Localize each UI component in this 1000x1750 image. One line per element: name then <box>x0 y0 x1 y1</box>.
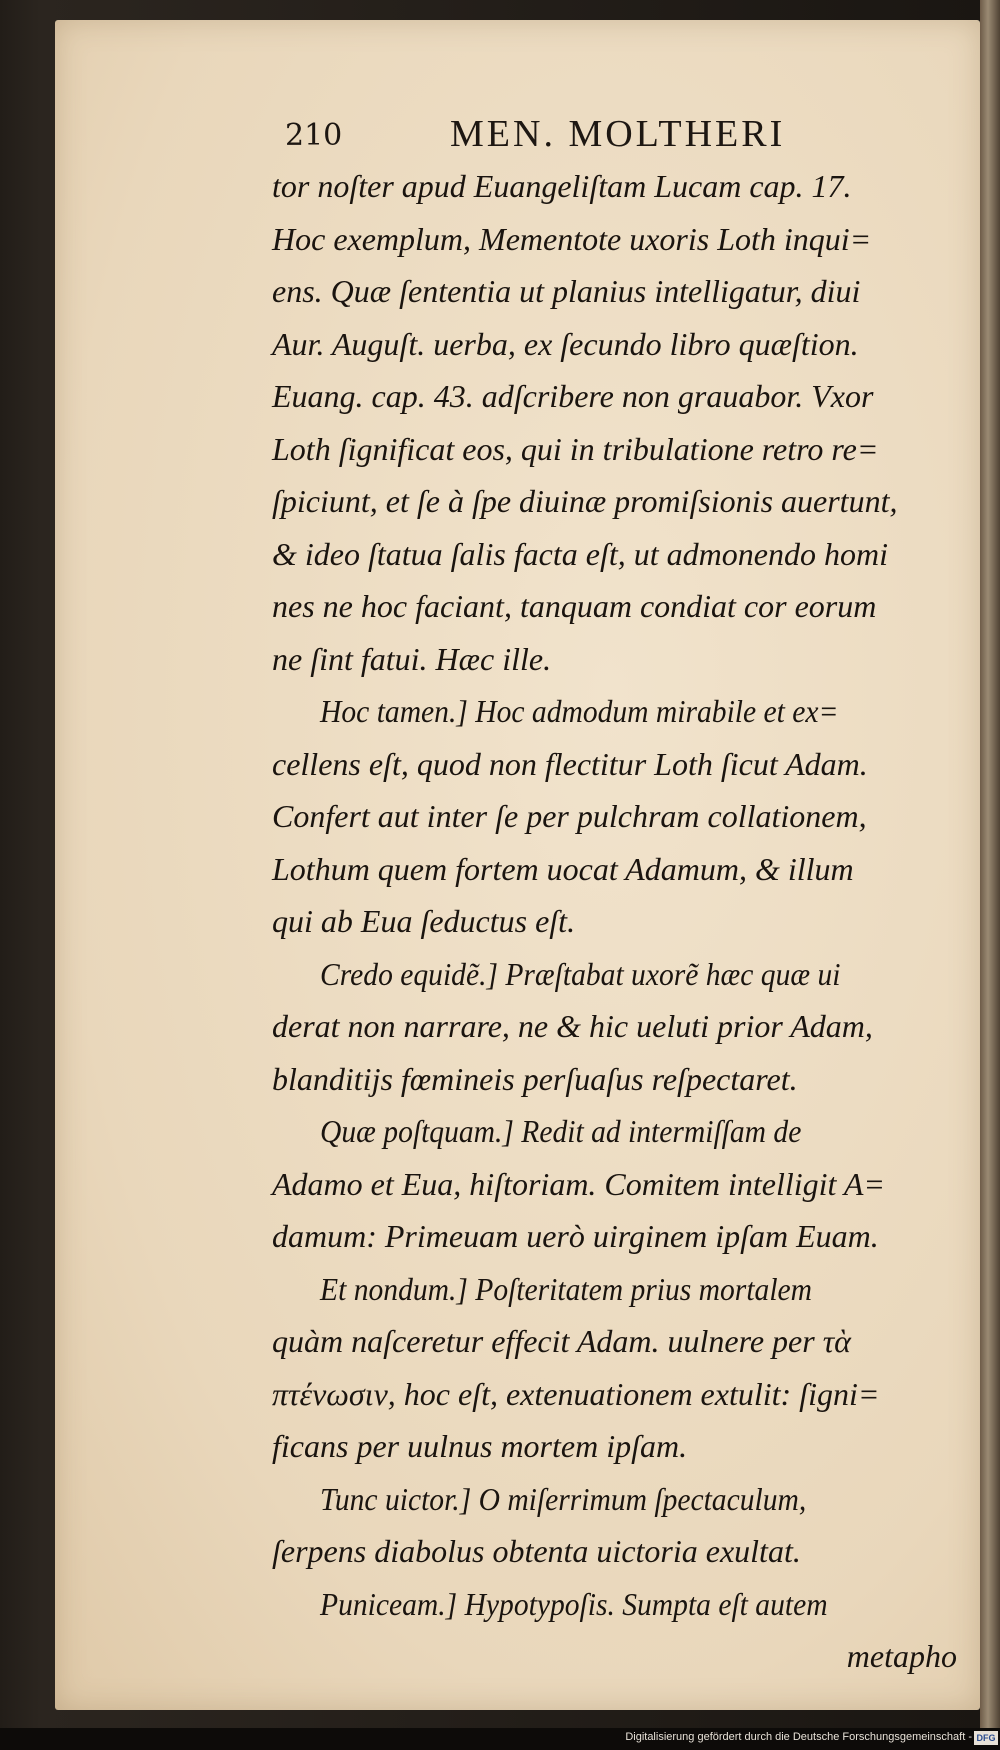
text-line: Euang. cap. 43. adſcribere non grauabor. Vxor <box>272 378 874 414</box>
text-line: nes ne hoc faciant, tanquam condiat cor eorum <box>272 588 877 624</box>
page-number: 210 <box>285 118 343 153</box>
text-line: Quæ poſtquam.] Redit ad intermiſſam de <box>320 1113 802 1149</box>
book-edge <box>980 0 1000 1750</box>
text-line: Credo equidẽ.] Præſtabat uxorẽ hæc quæ ui <box>320 955 841 992</box>
text-line: derat non narrare, ne & hic ueluti prior Adam, <box>272 1008 873 1044</box>
text-line: ſpiciunt, et ſe à ſpe diuinæ promiſsionis auertunt, <box>272 483 898 519</box>
text-line: Et nondum.] Poſteritatem prius mortalem <box>320 1270 813 1307</box>
text-line: & ideo ſtatua ſalis facta eſt, ut admonendo homi <box>272 535 888 572</box>
running-head: MEN. MOLTHERI <box>450 113 786 155</box>
text-line: tor noſter apud Euangeliſtam Lucam cap. 17. <box>272 168 852 204</box>
text-line: Hoc tamen.] Hoc admodum mirabile et ex= <box>320 693 839 729</box>
text-line: quàm naſceretur effecit Adam. uulnere per τὰ <box>272 1323 851 1359</box>
text-line: Hoc exemplum, Mementote uxoris Loth inqui= <box>272 220 872 257</box>
page-header <box>285 112 845 162</box>
text-line: ens. Quæ ſententia ut planius intelligatur, diui <box>272 273 861 309</box>
text-line: Confert aut inter ſe per pulchram collationem, <box>272 798 867 834</box>
dfg-logo-icon: DFG <box>974 1731 998 1745</box>
commentary-text <box>272 160 957 1683</box>
text-line: ſerpens diabolus obtenta uictoria exultat. <box>272 1533 801 1569</box>
text-line: metapho <box>846 1638 957 1674</box>
text-line: Tunc uictor.] O miſerrimum ſpectaculum, <box>320 1480 807 1517</box>
text-line: qui ab Eua ſeductus eſt. <box>272 903 576 939</box>
text-line: Lothum quem fortem uocat Adamum, & illum <box>272 850 854 887</box>
text-line: damum: Primeuam uerò uirginem ipſam Euam. <box>272 1218 879 1254</box>
text-line: blanditijs fœmineis perſuaſus reſpectaret. <box>272 1060 798 1097</box>
text-line: ne ſint fatui. Hæc ille. <box>272 640 552 677</box>
text-line: Aur. Auguſt. uerba, ex ſecundo libro quæſtion. <box>272 325 859 362</box>
footer-credit: Digitalisierung gefördert durch die Deutsche Forschungsgemeinschaft - <box>625 1731 972 1743</box>
text-line: ficans per uulnus mortem ipſam. <box>272 1428 688 1464</box>
text-line: Loth ſignificat eos, qui in tribulatione retro re= <box>272 430 879 467</box>
text-line: cellens eſt, quod non flectitur Loth ſicut Adam. <box>272 745 868 782</box>
digitization-footer <box>0 1728 1000 1750</box>
text-line: Adamo et Eua, hiſtoriam. Comitem intelligit A= <box>272 1165 885 1202</box>
text-line: Puniceam.] Hypotypoſis. Sumpta eſt autem <box>320 1585 828 1622</box>
text-line: πτένωσιν, hoc eſt, extenuationem extulit: ſigni= <box>272 1375 880 1412</box>
